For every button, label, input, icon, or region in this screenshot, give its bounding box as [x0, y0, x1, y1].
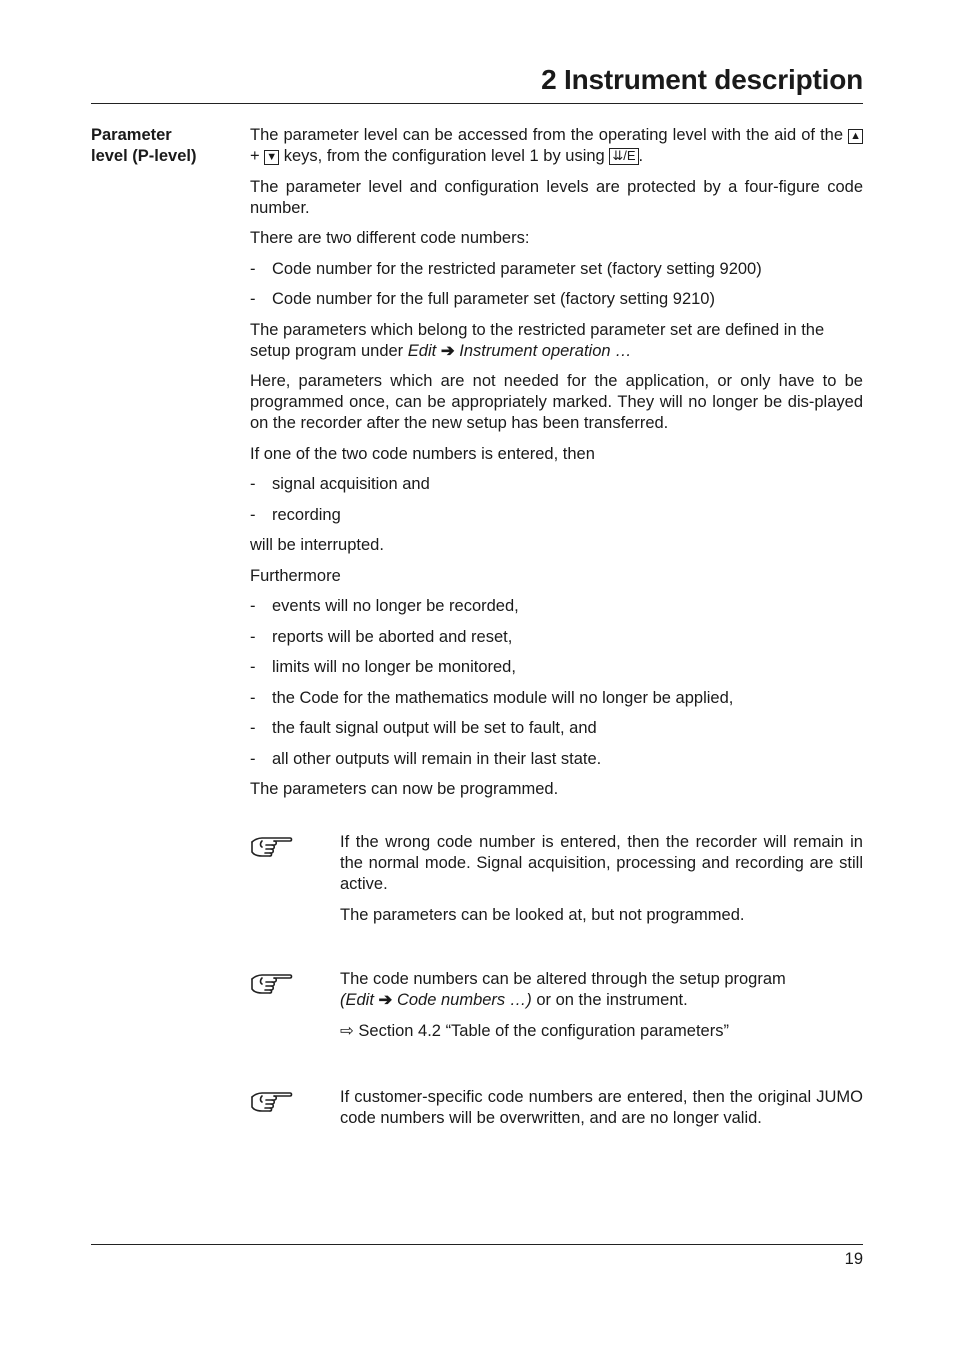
- arrow-right-icon: ➔: [378, 991, 393, 1009]
- note-3-text: If customer-specific code numbers are entered, then the original JUMO code numbers will be overwritten, and are no longer valid.: [340, 1088, 863, 1127]
- list-item: - reports will be aborted and reset,: [250, 627, 513, 646]
- paragraph-protection: The parameter level and configuration levels are protected by a four-figure code number.: [250, 177, 863, 217]
- pointing-hand-icon: [250, 832, 294, 858]
- paragraph-marking: Here, parameters which are not needed for the application, or only have to be programmed once, can be appropriately marked. They will no longer be dis-played on the recorder after the new setup has been transferred.: [250, 372, 863, 432]
- pointing-hand-icon: [250, 1087, 294, 1113]
- paragraph-programmed: The parameters can now be programmed.: [250, 780, 559, 798]
- list-item: - limits will no longer be monitored,: [250, 658, 516, 676]
- arrow-right-icon: ➔: [440, 341, 455, 360]
- note-1-text: If the wrong code number is entered, then the recorder will remain in the normal mode. Signal acquisition, processing and recording are still active.: [340, 833, 863, 893]
- footer-divider: [91, 1244, 863, 1245]
- main-body: [250, 125, 863, 810]
- note-2-text: The code numbers can be altered through the setup program (Edit ➔ Code numbers …) or on the instrument.: [340, 970, 786, 1009]
- list-item: - events will no longer be recorded,: [250, 597, 519, 615]
- list-item: - the Code for the mathematics module will no longer be applied,: [250, 688, 734, 707]
- paragraph-code-entered: If one of the two code numbers is entered, then: [250, 444, 595, 463]
- list-item: - recording: [250, 505, 341, 524]
- up-key-icon: ▲: [850, 130, 861, 142]
- note-1-text-2: The parameters can be looked at, but not programmed.: [340, 905, 745, 924]
- header-divider: [91, 103, 863, 104]
- pointing-hand-icon: [250, 969, 294, 995]
- down-key-icon: ▼: [266, 151, 278, 163]
- paragraph-furthermore: Furthermore: [250, 566, 341, 585]
- paragraph-access: The parameter level can be accessed from the operating level with the aid of the ▲ + ▼ keys, from the configuration level 1 by using ⇊/E .: [250, 126, 861, 165]
- list-item: - the fault signal output will be set to fault, and: [250, 719, 597, 737]
- paragraph-interrupted: will be interrupted.: [250, 536, 384, 554]
- page-title: 2 Instrument description: [541, 64, 863, 95]
- section-label: [91, 125, 241, 167]
- section-label-line-1: Parameter: [91, 126, 172, 144]
- paragraph-restricted-set: The parameters which belong to the restricted parameter set are defined in the setup program under Edit ➔ Instrument operation …: [250, 320, 825, 360]
- paragraph-two-codes: There are two different code numbers:: [250, 229, 530, 247]
- list-item: - signal acquisition and: [250, 475, 430, 493]
- cross-reference: ⇨ Section 4.2 “Table of the configuration parameters”: [340, 1021, 729, 1040]
- exit-key-icon: ⇊/E: [609, 148, 638, 165]
- reference-arrow-icon: ⇨: [340, 1021, 354, 1040]
- list-item: - all other outputs will remain in their last state.: [250, 749, 602, 768]
- list-item: - Code number for the full parameter set (factory setting 9210): [250, 290, 715, 308]
- section-label-line-2: level (P-level): [91, 147, 197, 165]
- page-number: 19: [844, 1250, 863, 1268]
- list-item: - Code number for the restricted parameter set (factory setting 9200): [250, 259, 762, 278]
